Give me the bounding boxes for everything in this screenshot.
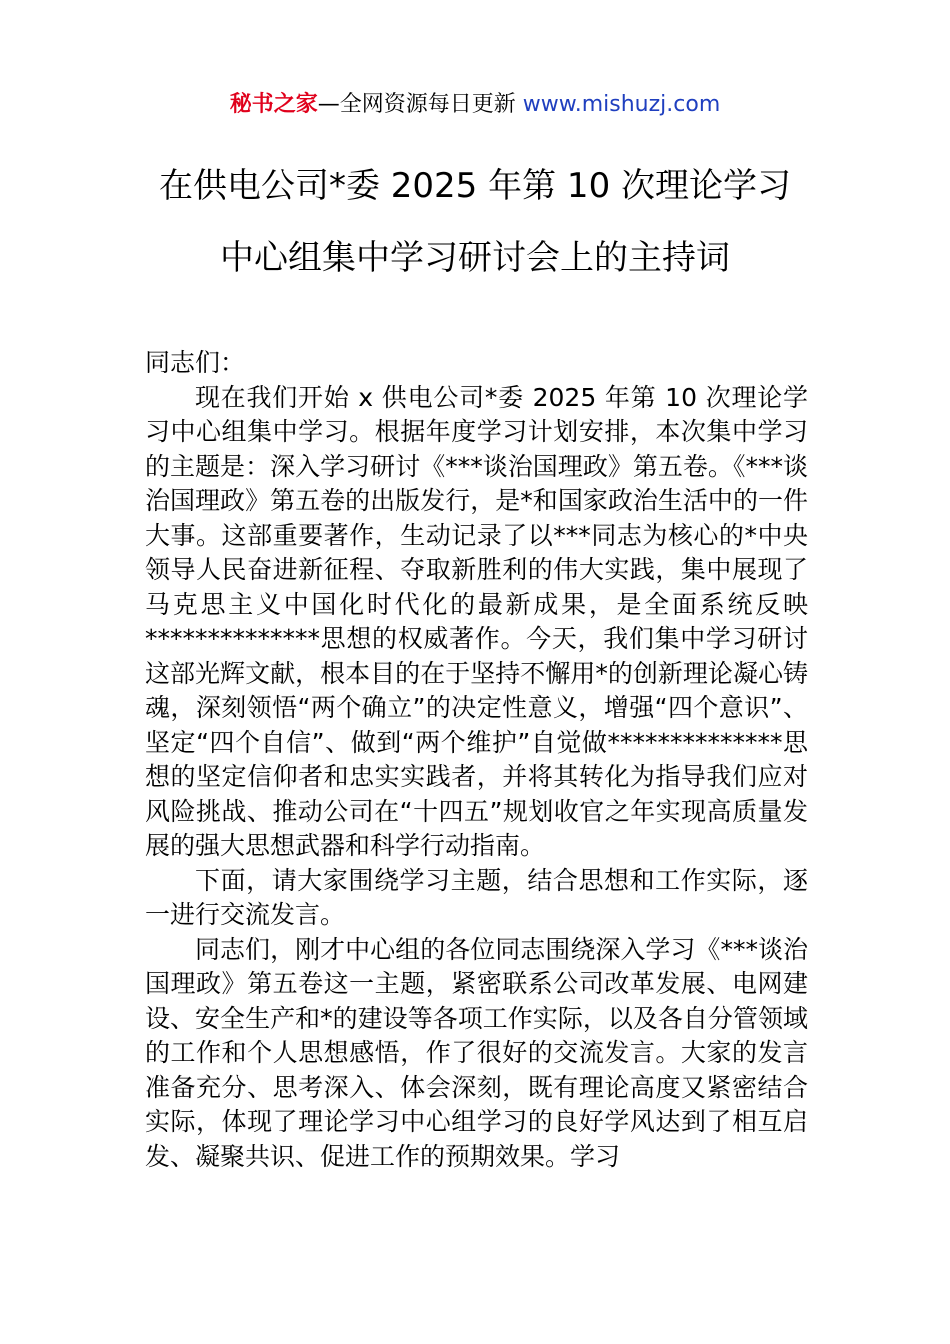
site-header: [0, 88, 950, 122]
paragraph-3: 同志们，刚才中心组的各位同志围绕深入学习《***谈治国理政》第五卷这一主题，紧密联系公司改革发展、电网建设、安全生产和*的建设等各项工作实际，以及各自分管领域的工作和个人思想感悟，作了很好的交流发言。大家的发言准备充分、思考深入、体会深刻，既有理论高度又紧密结合实际，体现了理论学习中心组学习的良好学风达到了相互启发、凝聚共识、促进工作的预期效果。学习: [145, 934, 808, 1171]
document-title: [0, 160, 950, 284]
document-title-line-1: 在供电公司*委 2025 年第 10 次理论学习: [158, 166, 792, 206]
document-title-line-2: 中心组集中学习研讨会上的主持词: [220, 238, 730, 278]
site-url-link[interactable]: www.mishuzj.com: [522, 92, 721, 117]
document-body: [145, 346, 808, 1174]
paragraph-2: 下面，请大家围绕学习主题，结合思想和工作实际，逐一进行交流发言。: [145, 865, 808, 929]
site-brand: 秘书之家: [229, 92, 318, 117]
paragraph-1: 现在我们开始 x 供电公司*委 2025 年第 10 次理论学习中心组集中学习。根据年度学习计划安排，本次集中学习的主题是：深入学习研讨《***谈治国理政》第五卷。《***谈治国理政》第五卷的出版发行，是*和国家政治生活中的一件大事。这部重要著作，生动记录了以***同志为核心的*中央领导人民奋进新征程、夺取新胜利的伟大实践，集中展现了马克思主义中国化时代化的最新成果，是全面系统反映**************思想的权威著作。今天，我们集中学习研讨这部光辉文献，根本目的在于坚持不懈用*的创新理论凝心铸魂，深刻领悟“两个确立”的决定性意义，增强“四个意识”、坚定“四个自信”、做到“两个维护”自觉做**************思想的坚定信仰者和忠实实践者，并将其转化为指导我们应对风险挑战、推动公司在“十四五”规划收官之年实现高质量发展的强大思想武器和科学行动指南。: [145, 382, 808, 860]
site-tagline: —全网资源每日更新: [317, 92, 523, 117]
greeting: 同志们：: [145, 348, 246, 377]
